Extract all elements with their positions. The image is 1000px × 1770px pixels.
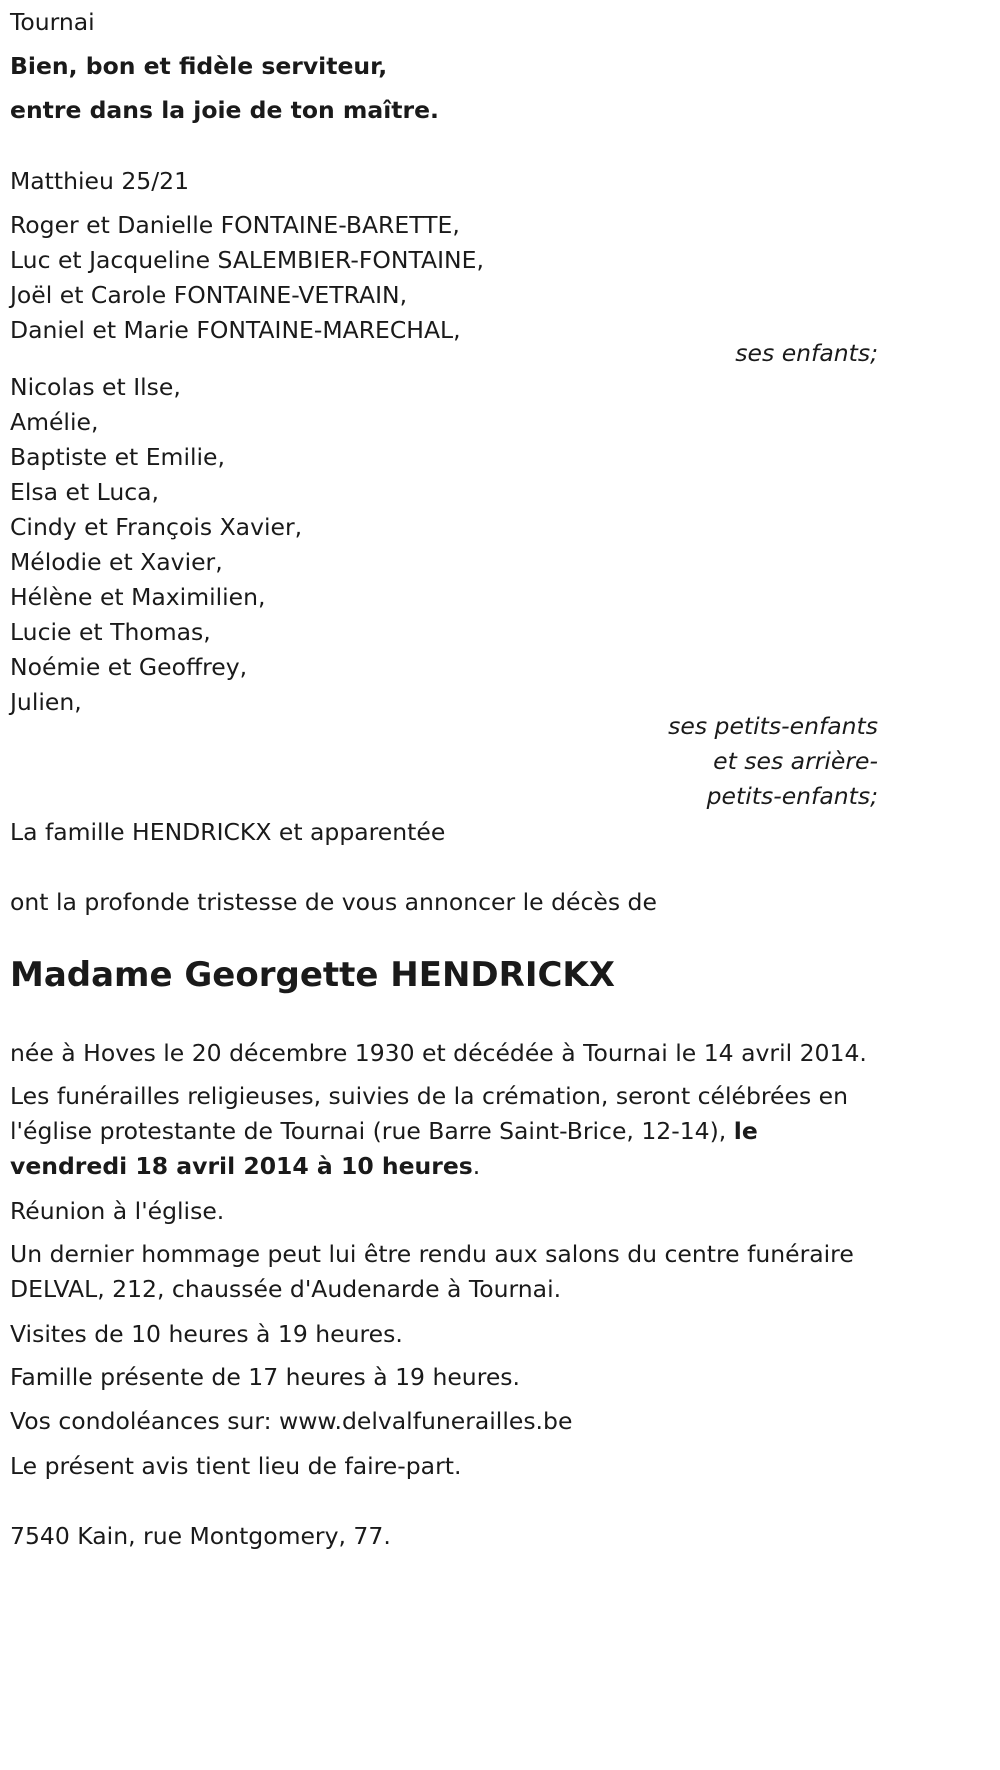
bible-verse-line-2: entre dans la joie de ton maître. (10, 96, 439, 124)
grandchildren-label-line: ses petits-enfants (668, 712, 878, 740)
announcement-line: ont la profonde tristesse de vous annoncer le décès de (10, 888, 657, 916)
grandchild-entry: Julien, (10, 688, 82, 716)
city-name: Tournai (10, 8, 95, 36)
grandchild-entry: Mélodie et Xavier, (10, 548, 223, 576)
grandchild-entry: Elsa et Luca, (10, 478, 159, 506)
family-present-line: Famille présente de 17 heures à 19 heures. (10, 1363, 521, 1391)
funeral-date: le vendredi 18 avril 2014 à 10 heures (10, 1117, 758, 1180)
funeral-end: . (472, 1152, 481, 1180)
child-entry: Joël et Carole FONTAINE-VETRAIN, (10, 281, 408, 309)
condolences-line: Vos condoléances sur: www.delvalfunerailles.be (10, 1407, 573, 1435)
grandchild-entry: Amélie, (10, 408, 99, 436)
address-line: 7540 Kain, rue Montgomery, 77. (10, 1522, 391, 1550)
grandchild-entry: Noémie et Geoffrey, (10, 653, 248, 681)
grandchild-entry: Lucie et Thomas, (10, 618, 211, 646)
reunion-line: Réunion à l'église. (10, 1197, 225, 1225)
child-entry: Roger et Danielle FONTAINE-BARETTE, (10, 211, 460, 239)
bible-verse-reference: Matthieu 25/21 (10, 167, 190, 195)
grandchild-entry: Hélène et Maximilien, (10, 583, 266, 611)
grandchildren-label-line: et ses arrière- (713, 747, 878, 775)
funeral-paragraph (10, 1079, 878, 1184)
grandchildren-label (478, 709, 878, 814)
notice-line: Le présent avis tient lieu de faire-part. (10, 1452, 462, 1480)
hommage-paragraph: Un dernier hommage peut lui être rendu aux salons du centre funéraire DELVAL, 212, chaussée d'Audenarde à Tournai. (10, 1240, 854, 1303)
grandchild-entry: Baptiste et Emilie, (10, 443, 225, 471)
child-entry: Daniel et Marie FONTAINE-MARECHAL, (10, 316, 461, 344)
grandchild-entry: Nicolas et Ilse, (10, 373, 181, 401)
birth-death-line: née à Hoves le 20 décembre 1930 et décédée à Tournai le 14 avril 2014. (10, 1039, 867, 1067)
children-label: ses enfants; (735, 339, 878, 367)
grandchild-entry: Cindy et François Xavier, (10, 513, 303, 541)
grandchildren-list (10, 370, 302, 720)
deceased-name: Madame Georgette HENDRICKX (10, 955, 615, 995)
funeral-text: Les funérailles religieuses, suivies de la crémation, seront célébrées en l'église protestante de Tournai (rue Barre Saint-Brice, 12-14), (10, 1082, 849, 1145)
bible-verse-line-1: Bien, bon et fidèle serviteur, (10, 52, 388, 80)
visits-line: Visites de 10 heures à 19 heures. (10, 1320, 403, 1348)
family-line: La famille HENDRICKX et apparentée (10, 818, 446, 846)
child-entry: Luc et Jacqueline SALEMBIER-FONTAINE, (10, 246, 484, 274)
grandchildren-label-line: petits-enfants; (706, 782, 878, 810)
children-list (10, 208, 484, 348)
